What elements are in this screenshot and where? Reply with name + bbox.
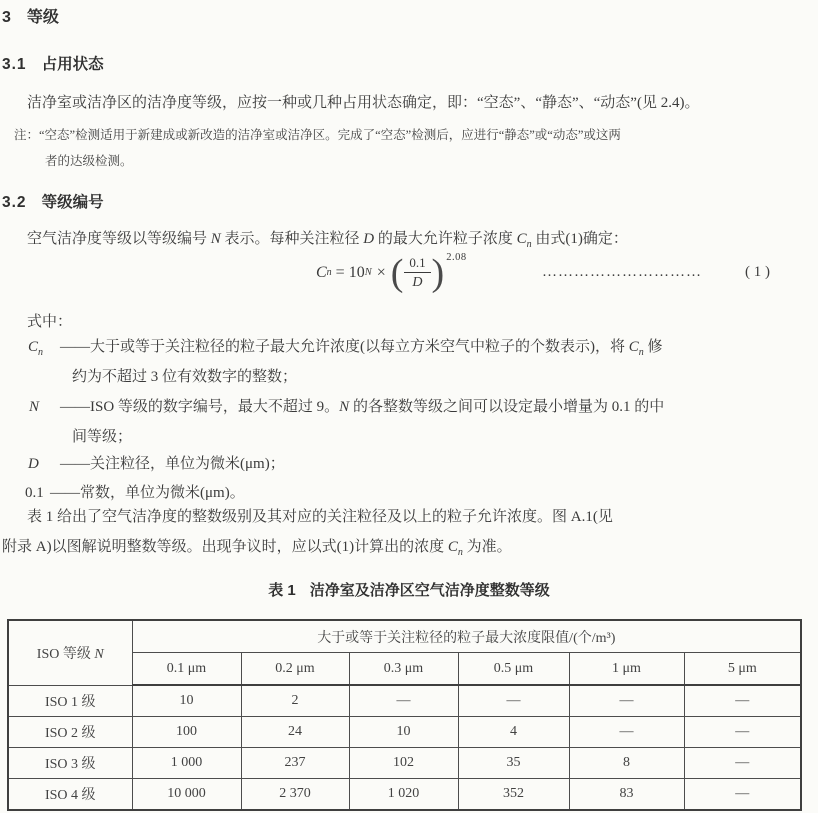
column-header-02um: 0.2 μm: [241, 653, 349, 686]
concentration-value-cell: 8: [569, 748, 684, 779]
concentration-value-cell: 102: [349, 748, 458, 779]
section-3-1-heading: [2, 52, 104, 74]
concentration-value-cell: 10: [132, 685, 241, 717]
column-header-5um: 5 μm: [684, 653, 801, 686]
concentration-value-cell: 2 370: [241, 779, 349, 811]
section-3-number: 3: [2, 9, 12, 26]
class-label-cell: ISO 1 级: [8, 685, 132, 717]
note-line-1: “空态”检测适用于新建成或新改造的洁净室或洁净区。完成了“空态”检测后，应进行“静态”或“动态”或这两: [39, 128, 621, 142]
class-label-cell: ISO 2 级: [8, 717, 132, 748]
open-paren: (: [390, 252, 404, 294]
fraction-numerator: 0.1: [409, 255, 426, 270]
table-row: [8, 717, 801, 748]
definition-term-d: D: [28, 456, 39, 472]
formula-variable: C: [316, 264, 327, 281]
class-label-cell: ISO 4 级: [8, 779, 132, 811]
class-label-cell: ISO 3 级: [8, 748, 132, 779]
section-3-2-heading: [2, 190, 104, 212]
table-row: [8, 779, 801, 811]
concentration-value-cell: —: [349, 685, 458, 717]
definition-cn-line-2: 约为不超过 3 位有效数字的整数；: [72, 369, 298, 385]
column-header-1um: 1 μm: [569, 653, 684, 686]
fraction: [404, 256, 430, 290]
table-row: [8, 748, 801, 779]
definition-01-line-1: ——常数，单位为微米(μm)。: [50, 485, 245, 501]
section-3-2-title: 等级编号: [41, 194, 104, 211]
concentration-value-cell: 35: [458, 748, 569, 779]
definition-term-01: 0.1: [25, 485, 44, 501]
section-3-title: 等级: [26, 9, 59, 26]
section-3-2-number: 3.2: [2, 194, 27, 211]
definition-term-cn: $C_n$: [28, 339, 44, 358]
concentration-value-cell: 1 020: [349, 779, 458, 811]
concentration-value-cell: —: [458, 685, 569, 717]
concentration-value-cell: 10: [349, 717, 458, 748]
concentration-value-cell: 4: [458, 717, 569, 748]
definition-n-line-2: 间等级；: [72, 429, 133, 445]
concentration-value-cell: —: [569, 685, 684, 717]
concentration-value-cell: —: [684, 779, 801, 811]
cleanliness-class-table: [7, 619, 802, 811]
occupancy-paragraph: 洁净室或洁净区的洁净度等级，应按一种或几种占用状态确定，即：“空态”、“静态”、“动态”(见 2.4)。: [27, 95, 700, 111]
class-number-intro: 空气洁净度等级以等级编号 N 表示。每种关注粒径 D 的最大允许粒子浓度 $C_n$ 由式(1)确定：: [27, 231, 628, 250]
definition-term-n: N: [29, 399, 40, 415]
where-label: 式中：: [27, 314, 73, 330]
definition-n-line-1: ——ISO 等级的数字编号，最大不超过 9。N 的各整数等级之间可以设定最小增量为 0.1 的中: [60, 399, 665, 415]
formula-1: C n = 10 N × ( $\frac{0.1}{D}$ ) 2.08: [316, 252, 467, 294]
column-header-01um: 0.1 μm: [132, 653, 241, 686]
multiplication-sign: ×: [376, 264, 386, 281]
equals-sign: =: [335, 264, 345, 281]
concentration-value-cell: 10 000: [132, 779, 241, 811]
close-paren: ): [431, 252, 445, 294]
column-header-05um: 0.5 μm: [458, 653, 569, 686]
concentration-value-cell: 83: [569, 779, 684, 811]
concentration-value-cell: 352: [458, 779, 569, 811]
concentration-value-cell: 2: [241, 685, 349, 717]
column-header-03um: 0.3 μm: [349, 653, 458, 686]
concentration-value-cell: —: [684, 685, 801, 717]
formula-base: 10: [348, 264, 365, 281]
fraction-denominator: D: [404, 272, 430, 290]
table-caption: [0, 579, 818, 600]
section-3-1-number: 3.1: [2, 56, 27, 73]
formula-exponent: 2.08: [446, 252, 467, 263]
table-caption-label: 表 1: [268, 582, 296, 599]
concentration-value-cell: —: [684, 717, 801, 748]
section-3-1-title: 占用状态: [41, 56, 104, 73]
table-reference-line-2: 附录 A)以图解说明整数等级。出现争议时，应以式(1)计算出的浓度 $C_n$ 为准。: [2, 539, 512, 558]
dot-leader: …………………………: [542, 264, 702, 280]
note-line-2: 者的达级检测。: [45, 154, 133, 168]
definition-cn-line-1: ——大于或等于关注粒径的粒子最大允许浓度(以每立方米空气中粒子的个数表示)，将 $C_n$ 修: [60, 339, 663, 358]
concentration-value-cell: 1 000: [132, 748, 241, 779]
table-reference-line-1: 表 1 给出了空气洁净度的整数级别及其对应的关注粒径及以上的粒子允许浓度。图 A.1(见: [27, 509, 613, 525]
corner-header-iso-class: ISO 等级 N: [8, 620, 132, 685]
table-row: [8, 685, 801, 717]
concentration-value-cell: 24: [241, 717, 349, 748]
note-label: 注：: [14, 128, 40, 142]
concentration-value-cell: 100: [132, 717, 241, 748]
definition-d-line-1: ——关注粒径，单位为微米(μm)；: [60, 456, 285, 472]
group-header-concentration-limit: 大于或等于关注粒径的粒子最大浓度限值/(个/m³): [132, 620, 801, 653]
table-caption-title: 洁净室及洁净区空气洁净度整数等级: [309, 582, 550, 599]
concentration-value-cell: 237: [241, 748, 349, 779]
concentration-value-cell: —: [684, 748, 801, 779]
table-header-row-1: [8, 620, 801, 653]
section-3-heading: [2, 4, 59, 27]
equation-number: ( 1 ): [745, 264, 770, 280]
concentration-value-cell: —: [569, 717, 684, 748]
